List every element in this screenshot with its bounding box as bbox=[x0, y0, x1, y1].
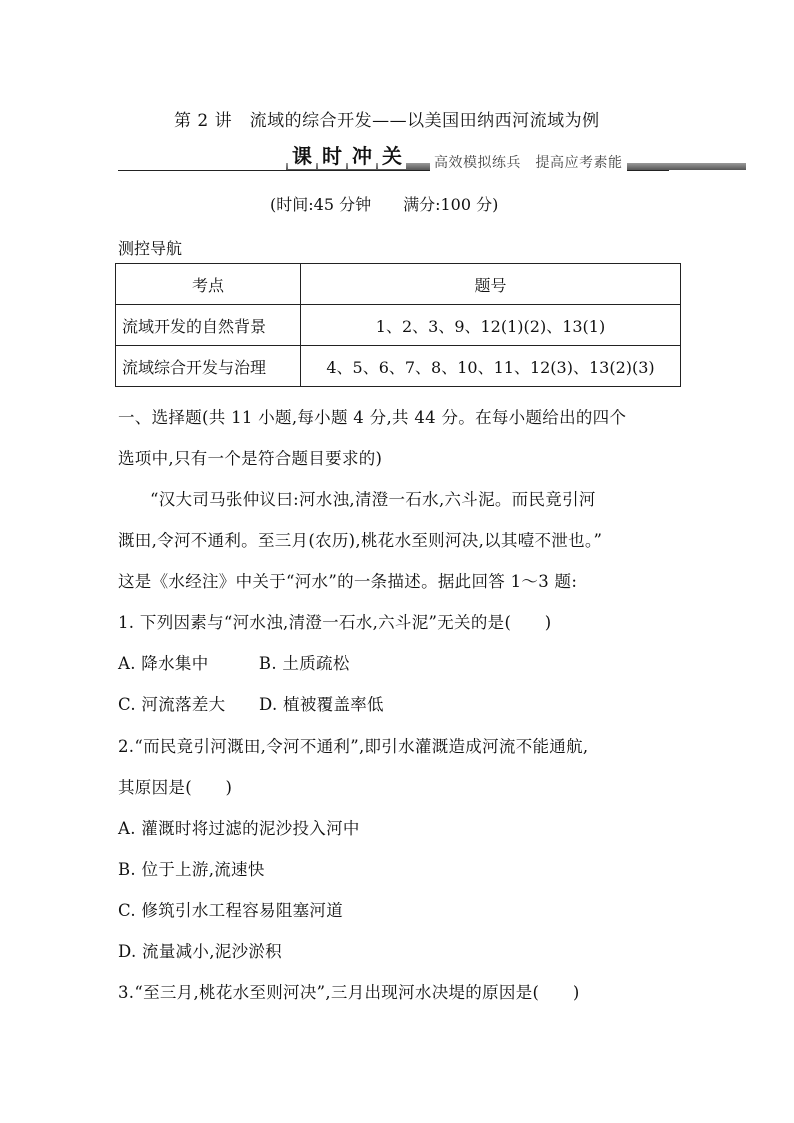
time-info: (时间:45 分钟 满分:100 分) bbox=[270, 195, 499, 214]
passage-line: 这是《水经注》中关于“河水”的一条描述。据此回答 1～3 题: bbox=[118, 572, 578, 591]
table-cell: 1、2、3、9、12(1)(2)、13(1) bbox=[301, 305, 681, 346]
question-1-options: A. 降水集中 B. 土质疏松 bbox=[118, 654, 350, 673]
question-2-option-a: A. 灌溉时将过滤的泥沙投入河中 bbox=[118, 819, 360, 838]
table-header: 题号 bbox=[301, 264, 681, 305]
table-cell: 流域综合开发与治理 bbox=[116, 346, 301, 387]
question-2-option-c: C. 修筑引水工程容易阻塞河道 bbox=[118, 901, 344, 920]
table-header-row bbox=[116, 264, 681, 305]
banner-title bbox=[288, 143, 406, 169]
section-banner bbox=[118, 143, 669, 175]
table-row bbox=[116, 346, 681, 387]
table-cell: 4、5、6、7、8、10、11、12(3)、13(2)(3) bbox=[301, 346, 681, 387]
navigation-table bbox=[115, 263, 681, 387]
question-2-option-d: D. 流量减小,泥沙淤积 bbox=[118, 942, 282, 961]
section-intro-line: 选项中,只有一个是符合题目要求的) bbox=[118, 449, 383, 468]
question-2-stem: 其原因是( ) bbox=[118, 778, 233, 797]
question-1-options: C. 河流落差大 D. 植被覆盖率低 bbox=[118, 695, 384, 714]
table-cell: 流域开发的自然背景 bbox=[116, 305, 301, 346]
nav-title: 测控导航 bbox=[118, 239, 183, 258]
question-3-stem: 3.“至三月,桃花水至则河决”,三月出现河水决堤的原因是( ) bbox=[118, 983, 580, 1002]
question-1-stem: 1. 下列因素与“河水浊,清澄一石水,六斗泥”无关的是( ) bbox=[118, 613, 552, 632]
banner-char: 时 bbox=[318, 143, 346, 169]
section-intro-line: 一、选择题(共 11 小题,每小题 4 分,共 44 分。在每小题给出的四个 bbox=[118, 408, 627, 427]
banner-char: 关 bbox=[378, 143, 406, 169]
passage-line: 溉田,令河不通利。至三月(农历),桃花水至则河决,以其噎不泄也。” bbox=[118, 531, 603, 550]
question-2-option-b: B. 位于上游,流速快 bbox=[118, 860, 265, 879]
passage-line: “汉大司马张仲议曰:河水浊,清澄一石水,六斗泥。而民竟引河 bbox=[150, 490, 596, 509]
banner-slogan: 高效模拟练兵 提高应考素能 bbox=[430, 152, 627, 172]
page-title: 第 2 讲 流域的综合开发——以美国田纳西河流域为例 bbox=[174, 111, 600, 131]
table-header: 考点 bbox=[116, 264, 301, 305]
table-row bbox=[116, 305, 681, 346]
banner-char: 冲 bbox=[348, 143, 376, 169]
banner-char: 课 bbox=[288, 143, 316, 169]
question-2-stem: 2.“而民竟引河溉田,令河不通利”,即引水灌溉造成河流不能通航, bbox=[118, 737, 589, 756]
